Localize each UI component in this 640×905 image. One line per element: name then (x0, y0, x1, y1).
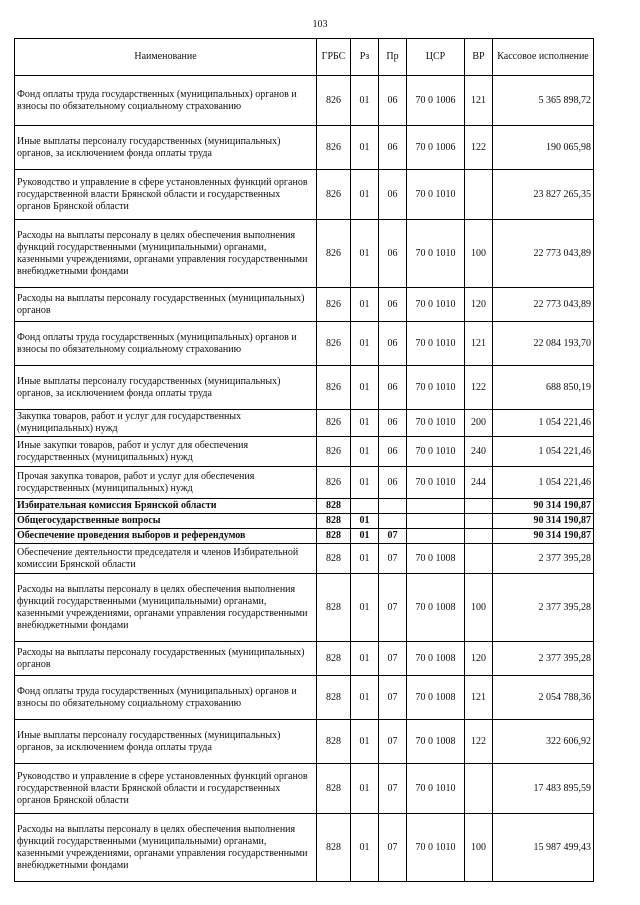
cell-vr: 240 (465, 437, 493, 467)
cell-rz: 01 (351, 642, 379, 676)
cell-amount: 5 365 898,72 (493, 76, 594, 126)
table-row (15, 574, 594, 642)
cell-rz: 01 (351, 437, 379, 467)
table-body (15, 76, 594, 882)
cell-rz: 01 (351, 720, 379, 764)
cell-vr (465, 529, 493, 544)
table-row (15, 499, 594, 514)
cell-csr: 70 0 1010 (407, 437, 465, 467)
cell-csr (407, 529, 465, 544)
cell-amount: 322 606,92 (493, 720, 594, 764)
cell-pr (379, 514, 407, 529)
header-csr: ЦСР (407, 39, 465, 76)
cell-grbs: 826 (317, 220, 351, 288)
cell-name: Иные выплаты персоналу государственных (муниципальных) органов, за исключением фонда оплаты труда (15, 366, 317, 410)
cell-grbs: 828 (317, 574, 351, 642)
cell-pr: 07 (379, 676, 407, 720)
cell-name: Руководство и управление в сфере установленных функций органов государственной власти Брянской области и государственных органов Брянской области (15, 170, 317, 220)
cell-name: Иные выплаты персоналу государственных (муниципальных) органов, за исключением фонда оплаты труда (15, 720, 317, 764)
cell-grbs: 828 (317, 499, 351, 514)
cell-vr: 100 (465, 814, 493, 882)
cell-rz: 01 (351, 220, 379, 288)
cell-rz: 01 (351, 170, 379, 220)
cell-pr: 07 (379, 574, 407, 642)
cell-grbs: 826 (317, 410, 351, 437)
budget-table (14, 38, 594, 882)
cell-pr: 06 (379, 437, 407, 467)
cell-vr: 122 (465, 126, 493, 170)
cell-rz: 01 (351, 676, 379, 720)
cell-pr: 06 (379, 467, 407, 499)
cell-pr: 06 (379, 126, 407, 170)
cell-vr: 100 (465, 574, 493, 642)
table-row (15, 437, 594, 467)
page-number: 103 (312, 19, 328, 30)
cell-csr: 70 0 1008 (407, 720, 465, 764)
cell-rz: 01 (351, 76, 379, 126)
cell-amount: 90 314 190,87 (493, 529, 594, 544)
cell-pr: 06 (379, 322, 407, 366)
cell-csr: 70 0 1010 (407, 410, 465, 437)
cell-amount: 15 987 499,43 (493, 814, 594, 882)
cell-vr: 122 (465, 366, 493, 410)
cell-amount: 22 773 043,89 (493, 220, 594, 288)
cell-amount: 1 054 221,46 (493, 437, 594, 467)
cell-grbs: 826 (317, 437, 351, 467)
cell-rz: 01 (351, 410, 379, 437)
cell-grbs: 828 (317, 676, 351, 720)
table-row (15, 467, 594, 499)
cell-pr: 07 (379, 529, 407, 544)
cell-grbs: 828 (317, 514, 351, 529)
cell-name: Иные закупки товаров, работ и услуг для обеспечения государственных (муниципальных) нужд (15, 437, 317, 467)
cell-grbs: 826 (317, 467, 351, 499)
header-grbs: ГРБС (317, 39, 351, 76)
cell-rz: 01 (351, 574, 379, 642)
cell-grbs: 826 (317, 288, 351, 322)
cell-amount: 90 314 190,87 (493, 499, 594, 514)
cell-amount: 190 065,98 (493, 126, 594, 170)
cell-grbs: 828 (317, 529, 351, 544)
cell-name: Избирательная комиссия Брянской области (15, 499, 317, 514)
cell-pr: 07 (379, 814, 407, 882)
cell-name: Расходы на выплаты персоналу в целях обеспечения выполнения функций государственными (муниципальными) органами, казенными учреждениями, органами управления государственными внебюджетными фондами (15, 814, 317, 882)
cell-grbs: 826 (317, 170, 351, 220)
cell-amount: 22 084 193,70 (493, 322, 594, 366)
cell-csr: 70 0 1008 (407, 642, 465, 676)
cell-rz: 01 (351, 814, 379, 882)
cell-csr: 70 0 1010 (407, 322, 465, 366)
table-row (15, 288, 594, 322)
table-row (15, 720, 594, 764)
cell-csr: 70 0 1008 (407, 676, 465, 720)
cell-vr: 121 (465, 76, 493, 126)
cell-vr: 120 (465, 642, 493, 676)
cell-grbs: 828 (317, 720, 351, 764)
cell-rz: 01 (351, 322, 379, 366)
cell-grbs: 828 (317, 814, 351, 882)
table-header-row (15, 39, 594, 76)
cell-grbs: 828 (317, 642, 351, 676)
table-row (15, 642, 594, 676)
header-name: Наименование (15, 39, 317, 76)
table-row (15, 514, 594, 529)
cell-name: Закупка товаров, работ и услуг для государственных (муниципальных) нужд (15, 410, 317, 437)
table-row (15, 170, 594, 220)
cell-csr: 70 0 1010 (407, 170, 465, 220)
header-rz: Рз (351, 39, 379, 76)
cell-csr: 70 0 1008 (407, 574, 465, 642)
cell-pr: 06 (379, 410, 407, 437)
table-row (15, 764, 594, 814)
cell-csr (407, 499, 465, 514)
cell-csr: 70 0 1010 (407, 764, 465, 814)
cell-csr: 70 0 1006 (407, 126, 465, 170)
cell-rz: 01 (351, 529, 379, 544)
cell-vr: 120 (465, 288, 493, 322)
cell-pr (379, 499, 407, 514)
cell-rz (351, 499, 379, 514)
table-row (15, 544, 594, 574)
cell-amount: 2 377 395,28 (493, 574, 594, 642)
cell-amount: 1 054 221,46 (493, 467, 594, 499)
table-row (15, 529, 594, 544)
cell-csr: 70 0 1008 (407, 544, 465, 574)
cell-amount: 2 377 395,28 (493, 642, 594, 676)
cell-name: Общегосударственные вопросы (15, 514, 317, 529)
cell-rz: 01 (351, 288, 379, 322)
cell-vr: 121 (465, 322, 493, 366)
cell-grbs: 828 (317, 764, 351, 814)
cell-vr: 100 (465, 220, 493, 288)
cell-grbs: 826 (317, 76, 351, 126)
table-row (15, 366, 594, 410)
cell-name: Обеспечение деятельности председателя и членов Избирательной комиссии Брянской области (15, 544, 317, 574)
cell-vr: 121 (465, 676, 493, 720)
cell-amount: 2 377 395,28 (493, 544, 594, 574)
cell-name: Расходы на выплаты персоналу государственных (муниципальных) органов (15, 288, 317, 322)
table-row (15, 126, 594, 170)
cell-name: Руководство и управление в сфере установленных функций органов государственной власти Брянской области и государственных органов Брянской области (15, 764, 317, 814)
cell-amount: 90 314 190,87 (493, 514, 594, 529)
cell-rz: 01 (351, 764, 379, 814)
cell-csr: 70 0 1010 (407, 288, 465, 322)
cell-csr: 70 0 1010 (407, 220, 465, 288)
cell-name: Обеспечение проведения выборов и референдумов (15, 529, 317, 544)
cell-name: Фонд оплаты труда государственных (муниципальных) органов и взносы по обязательному социальному страхованию (15, 76, 317, 126)
cell-vr (465, 764, 493, 814)
table-row (15, 676, 594, 720)
cell-vr (465, 514, 493, 529)
cell-pr: 06 (379, 76, 407, 126)
cell-pr: 07 (379, 544, 407, 574)
cell-rz: 01 (351, 514, 379, 529)
cell-pr: 06 (379, 288, 407, 322)
cell-csr (407, 514, 465, 529)
cell-amount: 1 054 221,46 (493, 410, 594, 437)
cell-name: Расходы на выплаты персоналу в целях обеспечения выполнения функций государственными (муниципальными) органами, казенными учреждениями, органами управления государственными внебюджетными фондами (15, 574, 317, 642)
cell-amount: 2 054 788,36 (493, 676, 594, 720)
cell-vr (465, 170, 493, 220)
cell-amount: 688 850,19 (493, 366, 594, 410)
table-row (15, 322, 594, 366)
cell-rz: 01 (351, 467, 379, 499)
cell-name: Расходы на выплаты персоналу в целях обеспечения выполнения функций государственными (муниципальными) органами, казенными учреждениями, органами управления государственными внебюджетными фондами (15, 220, 317, 288)
header-amount: Кассовое исполнение (493, 39, 594, 76)
cell-csr: 70 0 1006 (407, 76, 465, 126)
cell-rz: 01 (351, 544, 379, 574)
cell-csr: 70 0 1010 (407, 467, 465, 499)
cell-name: Расходы на выплаты персоналу государственных (муниципальных) органов (15, 642, 317, 676)
cell-name: Фонд оплаты труда государственных (муниципальных) органов и взносы по обязательному социальному страхованию (15, 322, 317, 366)
cell-name: Иные выплаты персоналу государственных (муниципальных) органов, за исключением фонда оплаты труда (15, 126, 317, 170)
table-row (15, 814, 594, 882)
table-row (15, 410, 594, 437)
cell-vr (465, 499, 493, 514)
cell-pr: 06 (379, 220, 407, 288)
cell-grbs: 826 (317, 126, 351, 170)
cell-grbs: 828 (317, 544, 351, 574)
cell-vr (465, 544, 493, 574)
cell-pr: 06 (379, 170, 407, 220)
cell-amount: 22 773 043,89 (493, 288, 594, 322)
header-pr: Пр (379, 39, 407, 76)
cell-grbs: 826 (317, 366, 351, 410)
cell-vr: 200 (465, 410, 493, 437)
cell-name: Прочая закупка товаров, работ и услуг для обеспечения государственных (муниципальных) нужд (15, 467, 317, 499)
cell-pr: 07 (379, 720, 407, 764)
cell-pr: 07 (379, 764, 407, 814)
cell-rz: 01 (351, 126, 379, 170)
cell-name: Фонд оплаты труда государственных (муниципальных) органов и взносы по обязательному социальному страхованию (15, 676, 317, 720)
cell-grbs: 826 (317, 322, 351, 366)
cell-vr: 122 (465, 720, 493, 764)
header-vr: ВР (465, 39, 493, 76)
cell-amount: 17 483 895,59 (493, 764, 594, 814)
table-row (15, 220, 594, 288)
cell-pr: 06 (379, 366, 407, 410)
cell-vr: 244 (465, 467, 493, 499)
cell-csr: 70 0 1010 (407, 814, 465, 882)
cell-pr: 07 (379, 642, 407, 676)
table-row (15, 76, 594, 126)
cell-rz: 01 (351, 366, 379, 410)
cell-csr: 70 0 1010 (407, 366, 465, 410)
cell-amount: 23 827 265,35 (493, 170, 594, 220)
